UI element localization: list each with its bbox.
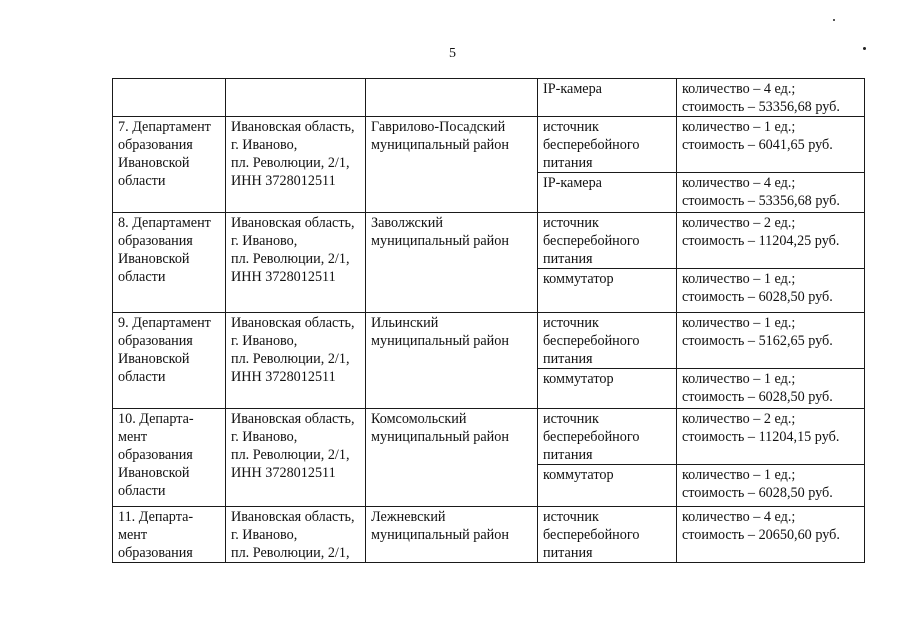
- equipment-cell: коммутатор: [538, 369, 677, 409]
- address-cell: Ивановская область, г. Иваново, пл. Революции, 2/1, ИНН 3728012511: [226, 117, 366, 213]
- address-cell: Ивановская область, г. Иваново, пл. Революции, 2/1,: [226, 507, 366, 563]
- table-row: [113, 313, 865, 369]
- details-cell: количество – 2 ед.; стоимость – 11204,15 руб.: [677, 409, 865, 465]
- table-row: [113, 507, 865, 563]
- equipment-cell: источник бесперебойного питания: [538, 507, 677, 563]
- equipment-cell: источник бесперебойного питания: [538, 213, 677, 269]
- district-cell: Комсомольский муниципальный район: [366, 409, 538, 507]
- equipment-cell: источник бесперебойного питания: [538, 313, 677, 369]
- details-cell: количество – 4 ед.; стоимость – 20650,60 руб.: [677, 507, 865, 563]
- equipment-cell: источник бесперебойного питания: [538, 409, 677, 465]
- equipment-cell: IP-камера: [538, 79, 677, 117]
- address-cell: Ивановская область, г. Иваново, пл. Революции, 2/1, ИНН 3728012511: [226, 213, 366, 313]
- recipient-cell: 10. Департа- мент образования Ивановской области: [113, 409, 226, 507]
- address-cell: Ивановская область, г. Иваново, пл. Революции, 2/1, ИНН 3728012511: [226, 409, 366, 507]
- recipient-cell: 8. Департамент образования Ивановской области: [113, 213, 226, 313]
- recipient-cell: [113, 79, 226, 117]
- equipment-distribution-table: [112, 78, 865, 563]
- details-cell: количество – 4 ед.; стоимость – 53356,68 руб.: [677, 79, 865, 117]
- address-cell: Ивановская область, г. Иваново, пл. Революции, 2/1, ИНН 3728012511: [226, 313, 366, 409]
- table-row: [113, 79, 865, 117]
- equipment-cell: коммутатор: [538, 269, 677, 313]
- details-cell: количество – 1 ед.; стоимость – 6028,50 руб.: [677, 269, 865, 313]
- details-cell: количество – 1 ед.; стоимость – 6028,50 руб.: [677, 465, 865, 507]
- recipient-cell: 7. Департамент образования Ивановской области: [113, 117, 226, 213]
- details-cell: количество – 1 ед.; стоимость – 6028,50 руб.: [677, 369, 865, 409]
- equipment-cell: источник бесперебойного питания: [538, 117, 677, 173]
- scan-speck: [833, 19, 835, 21]
- recipient-cell: 11. Департа- мент образования: [113, 507, 226, 563]
- details-cell: количество – 4 ед.; стоимость – 53356,68 руб.: [677, 173, 865, 213]
- recipient-cell: 9. Департамент образования Ивановской области: [113, 313, 226, 409]
- details-cell: количество – 1 ед.; стоимость – 5162,65 руб.: [677, 313, 865, 369]
- table-row: [113, 117, 865, 173]
- district-cell: Гаврилово-Посадский муниципальный район: [366, 117, 538, 213]
- equipment-cell: коммутатор: [538, 465, 677, 507]
- details-cell: количество – 1 ед.; стоимость – 6041,65 руб.: [677, 117, 865, 173]
- details-cell: количество – 2 ед.; стоимость – 11204,25 руб.: [677, 213, 865, 269]
- district-cell: [366, 79, 538, 117]
- address-cell: [226, 79, 366, 117]
- equipment-cell: IP-камера: [538, 173, 677, 213]
- district-cell: Заволжский муниципальный район: [366, 213, 538, 313]
- table-row: [113, 213, 865, 269]
- district-cell: Лежневский муниципальный район: [366, 507, 538, 563]
- district-cell: Ильинский муниципальный район: [366, 313, 538, 409]
- page-number: 5: [449, 46, 456, 61]
- scan-speck: [863, 47, 866, 50]
- table-row: [113, 409, 865, 465]
